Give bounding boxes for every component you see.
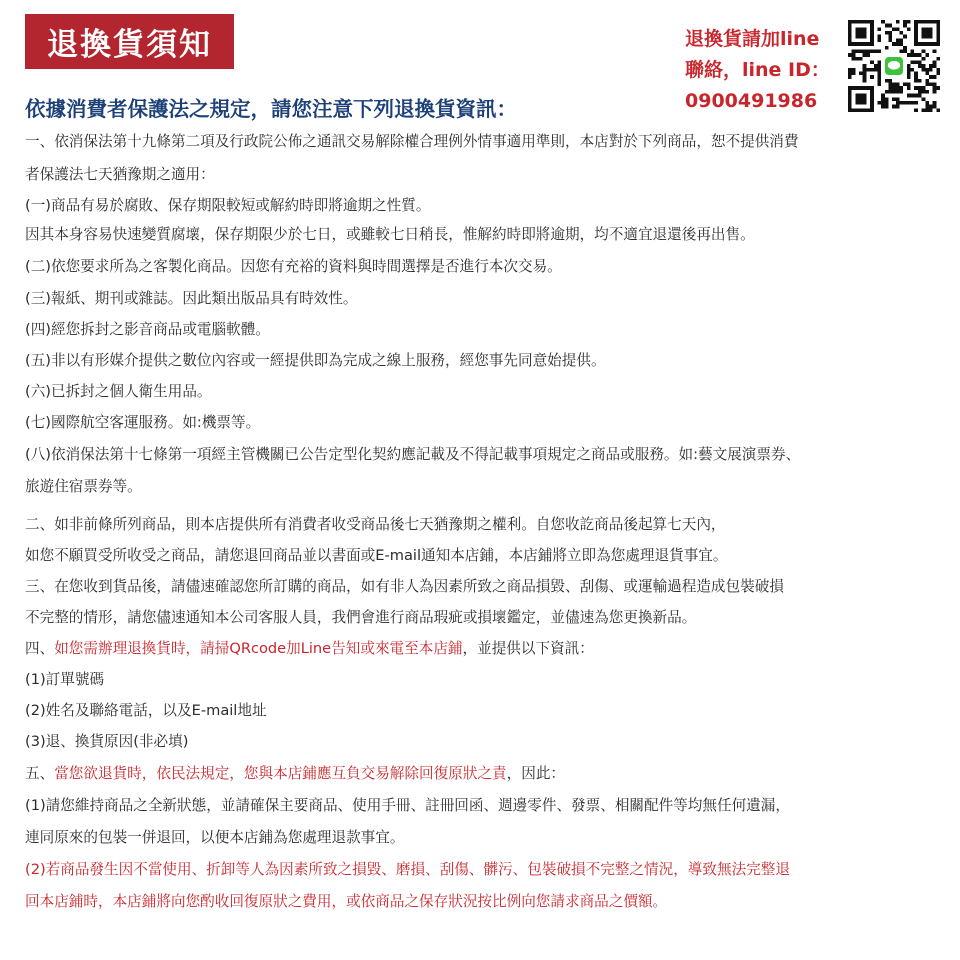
page-subtitle: 依據消費者保護法之規定，請您注意下列退換貨資訊： — [25, 97, 517, 121]
notice-line: 三、在您收到貨品後，請儘速確認您所訂購的商品，如有非人為因素所致之商品損毀、刮傷、或運輸過程造成包裝破損 — [25, 578, 784, 595]
notice-line: (四)經您拆封之影音商品或電腦軟體。 — [25, 321, 270, 338]
notice-line: 旅遊住宿票券等。 — [25, 478, 142, 495]
notice-line: (1)請您維持商品之全新狀態，並請確保主要商品、使用手冊、註冊回函、週邊零件、發票、相關配件等均無任何遺漏， — [25, 797, 790, 814]
notice-line: 不完整的情形，請您儘速通知本公司客服人員，我們會進行商品瑕疵或損壞鑑定，並儘速為您更換新品。 — [25, 609, 697, 626]
notice-line: 因其本身容易快速變質腐壞，保存期限少於七日，或雖較七日稍長，惟解約時即將逾期，均不適宜退還後再出售。 — [25, 226, 755, 243]
notice-line: (3)退、換貨原因(非必填) — [25, 733, 189, 750]
page-title: 退換貨須知 — [25, 14, 234, 69]
notice-line: (三)報紙、期刊或雜誌。因此類出版品具有時效性。 — [25, 290, 358, 307]
notice-line: (五)非以有形媒介提供之數位內容或一經提供即為完成之線上服務，經您事先同意始提供。 — [25, 352, 606, 369]
notice-line: (七)國際航空客運服務。如:機票等。 — [25, 414, 261, 431]
notice-line-highlight: 五、當您欲退貨時，依民法規定，您與本店鋪應互負交易解除回復原狀之責，因此： — [25, 765, 566, 782]
notice-line: (一)商品有易於腐敗、保存期限較短或解約時即將逾期之性質。 — [25, 197, 431, 214]
notice-line: (1)訂單號碼 — [25, 671, 105, 688]
notice-line: 二、如非前條所列商品，則本店提供所有消費者收受商品後七天猶豫期之權利。自您收訖商品後起算七天內， — [25, 516, 726, 533]
notice-line: (2)姓名及聯絡電話，以及E-mail地址 — [25, 702, 267, 719]
notice-line: (二)依您要求所為之客製化商品。因您有充裕的資料與時間選擇是否進行本次交易。 — [25, 258, 562, 275]
contact-line-1: 退換貨請加line — [685, 28, 820, 50]
contact-line-2: 聯絡，line ID： — [685, 59, 830, 81]
notice-line-highlight: (2)若商品發生因不當使用、折卸等人為因素所致之損毀、磨損、刮傷、髒污、包裝破損不完整之情況，導致無法完整退 — [25, 861, 790, 878]
notice-line: (六)已拆封之個人衛生用品。 — [25, 383, 212, 400]
notice-line: 一、依消保法第十九條第二項及行政院公佈之通訊交易解除權合理例外情事適用準則，本店對於下列商品，恕不提供消費 — [25, 133, 799, 150]
notice-line: 者保護法七天猶豫期之適用： — [25, 166, 215, 183]
notice-line: 連同原來的包裝一併退回，以便本店鋪為您處理退款事宜。 — [25, 829, 405, 846]
line-qr-code-icon[interactable] — [848, 20, 940, 112]
line-contact-info — [685, 24, 830, 117]
notice-line: (八)依消保法第十七條第一項經主管機關已公告定型化契約應記載及不得記載事項規定之商品或服務。如:藝文展演票券、 — [25, 446, 801, 463]
line-id-value: 0900491986 — [685, 90, 818, 112]
notice-line-highlight: 四、如您需辦理退換貨時，請掃QRcode加Line告知或來電至本店鋪，並提供以下資訊： — [25, 640, 594, 657]
notice-line: 如您不願買受所收受之商品，請您退回商品並以書面或E-mail通知本店鋪，本店鋪將立即為您處理退貨事宜。 — [25, 547, 728, 564]
notice-line-highlight: 回本店鋪時，本店鋪將向您酌收回復原狀之費用，或依商品之保存狀況按比例向您請求商品之價額。 — [25, 893, 668, 910]
